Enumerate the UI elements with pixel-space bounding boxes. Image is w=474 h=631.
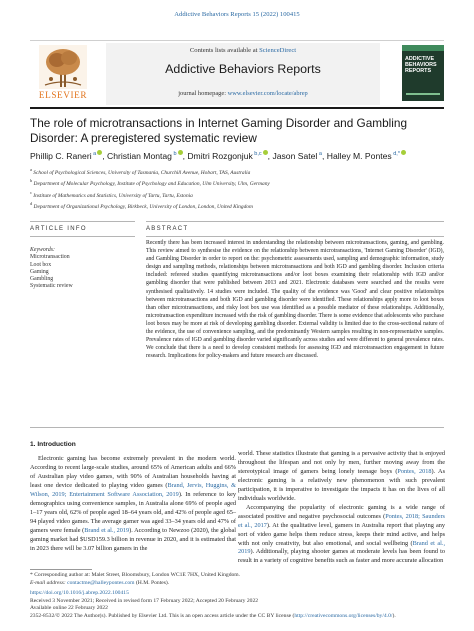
affiliation-text: School of Psychological Sciences, University of Tasmania, Churchill Avenue, Hobart, TAS, Australia	[31, 169, 251, 176]
citation-link[interactable]: Brand, Jervis, Huggins, & Wilson, 2019; Entertainment Software Association, 2019	[30, 481, 236, 498]
corresponding-author-footnote	[30, 572, 450, 587]
elsevier-logo[interactable]	[30, 45, 96, 101]
keywords-label: Keywords:	[30, 247, 55, 253]
journal-reference[interactable]: Addictive Behaviors Reports 15 (2022) 100415	[174, 11, 300, 18]
paragraph-text: Accompanying the popularity of electronic gaming is a wide range of associated positive and negative psychosocial outcomes (	[238, 503, 445, 520]
affiliation-item	[30, 177, 450, 188]
affiliation-item	[30, 166, 450, 177]
author-separator: ,	[321, 150, 327, 161]
author-affiliation-marker[interactable]: b,c	[252, 151, 262, 157]
author-separator: ,	[102, 150, 107, 161]
affiliation-marker: a	[30, 167, 32, 172]
email-line	[30, 580, 450, 588]
section-heading-introduction: 1. Introduction	[30, 441, 76, 448]
keyword-item: Systematic review	[30, 283, 73, 290]
author-list	[30, 150, 460, 161]
cover-title-line: BEHAVIORS	[405, 62, 437, 69]
intro-paragraph	[238, 450, 445, 504]
license-link[interactable]: http://creativecommons.org/licenses/by/4.0/	[294, 612, 393, 619]
homepage-link[interactable]: www.elsevier.com/locate/abrep	[227, 90, 308, 97]
author-name[interactable]: Phillip C. Raneri	[30, 150, 92, 161]
elsevier-tree-icon	[39, 45, 87, 89]
keyword-item: Microtransaction	[30, 254, 70, 261]
cover-title-line: ADDICTIVE	[405, 56, 435, 62]
license-prefix: 2352-8532/© 2022 The Author(s). Published by Elsevier Ltd. This is an open access article under the CC BY license (	[30, 612, 295, 619]
intro-paragraph	[238, 504, 445, 567]
article-title: The role of microtransactions in Internet Gaming Disorder and Gambling Disorder: A preregistered systematic review	[30, 116, 408, 145]
journal-info-box	[106, 43, 380, 105]
abstract-top-rule	[146, 221, 444, 222]
header-top-rule	[30, 40, 444, 41]
intro-right-column	[238, 450, 445, 566]
abstract-sub-rule	[146, 236, 444, 237]
keyword-item: Gambling	[30, 276, 54, 283]
intro-left-column	[30, 455, 236, 553]
paragraph-text: ). As electronic gaming is a relatively new phenomenon with such prevalent participation, it is imperative to investigate the impacts it has on the lives of all individuals worldwide.	[238, 467, 446, 502]
affiliation-text: Department of Molecular Psychology, Institute of Psychology and Education, Ulm University, Ulm, Germany	[32, 181, 270, 188]
sciencedirect-link[interactable]: ScienceDirect	[259, 47, 297, 54]
contents-line	[106, 47, 380, 54]
author-affiliation-marker[interactable]: d,*	[391, 151, 400, 157]
available-line: Available online 22 February 2022	[30, 605, 108, 612]
affiliation-list	[30, 166, 450, 212]
keywords-block	[30, 247, 135, 291]
info-top-rule	[30, 221, 135, 222]
author-separator: ,	[182, 150, 188, 161]
citation-link[interactable]: Brand et al., 2019	[84, 526, 130, 534]
article-footer	[30, 590, 450, 620]
keyword-item: Loot box	[30, 261, 52, 268]
footnote-rule	[30, 569, 92, 570]
paragraph-text: ). In reference to key demographics using convenience samples, in Australia alone 69% of people aged 1–17 years old, 62% of people aged 18–64 years old, and 42% of people aged 65–94 played video games. The average gamer was aged 33–34 years old and 47% of gamers were female (	[30, 490, 236, 534]
email-suffix: (H.M. Pontes).	[135, 579, 170, 586]
paragraph-text: ). Additionally, playing shooter games at moderate levels has been found to result in a variety of cognitive benefits such as faster and more accurate allocation	[238, 548, 445, 565]
email-link[interactable]: contactme@halleypontes.com	[67, 579, 135, 586]
affiliation-item	[30, 200, 450, 211]
author-name[interactable]: Halley M. Pontes	[326, 150, 392, 161]
doi-link[interactable]: https://doi.org/10.1016/j.abrep.2022.100415	[30, 590, 129, 596]
affiliation-item	[30, 189, 450, 200]
affiliation-marker: d	[30, 201, 33, 207]
intro-paragraph	[30, 455, 236, 553]
abstract-bottom-rule	[30, 427, 444, 428]
citation-link[interactable]: Pontes, 2018	[397, 467, 432, 475]
license-line	[30, 613, 450, 621]
article-info-heading: ARTICLE INFO	[30, 226, 87, 232]
journal-name: Addictive Behaviors Reports	[165, 62, 321, 76]
keyword-item: Gaming	[30, 268, 49, 275]
affiliation-text: Department of Organizational Psychology, Birkbeck, University of London, London, United Kingdom	[32, 203, 253, 210]
author-name[interactable]: Dmitri Rozgonjuk	[187, 150, 253, 161]
author-affiliation-marker[interactable]: a	[91, 151, 97, 157]
cover-title	[405, 56, 441, 75]
orcid-icon[interactable]	[401, 150, 406, 155]
homepage-line	[106, 90, 380, 97]
journal-header	[30, 43, 444, 105]
author-separator: ,	[267, 150, 273, 161]
affiliation-marker: c	[30, 189, 32, 195]
homepage-prefix: journal homepage:	[178, 90, 226, 97]
paragraph-text: ). At the qualitative level, gamers in Australia report that playing any sort of video game helps them reduce stress, keeps their mind active, and helps with not only creativity, but also emotional, and social wellbeing (	[238, 521, 445, 547]
license-suffix: ).	[392, 612, 396, 619]
affiliation-marker: b	[30, 178, 33, 184]
citation-link[interactable]: Pontes, 2018; Saunders et al., 2017	[238, 512, 445, 529]
cover-band	[402, 45, 444, 51]
author-affiliation-marker[interactable]: a	[317, 151, 322, 157]
paragraph-text: ). According to Newzoo (2020), the global gaming market had $USD159.3 billion in revenue in 2020, and it is estimated that in 2023 there will be 3.07 billion gamers in the	[30, 526, 236, 552]
header-bottom-rule	[30, 107, 444, 109]
author-affiliation-marker[interactable]: b	[171, 151, 177, 157]
info-sub-rule	[30, 236, 135, 237]
paragraph-text: Electronic gaming has become extremely prevalent in the modern world. According to recent large-scale studies, around 65% of American adults and 66% of Australian play video games, with 90% of Australian households having at least one device dedicated to playing video games (	[30, 455, 236, 489]
abstract-heading: ABSTRACT	[146, 226, 189, 232]
publisher-wordmark: ELSEVIER	[38, 90, 88, 100]
cover-title-line: REPORTS	[405, 68, 432, 75]
affiliation-text: Institute of Mathematics and Statistics, University of Tartu, Tartu, Estonia	[31, 192, 193, 199]
author-name[interactable]: Jason Satel	[272, 150, 318, 161]
email-label: E-mail address:	[30, 579, 66, 586]
received-line: Received 3 November 2021; Received in revised form 17 February 2022; Accepted 20 February 2022	[30, 597, 259, 604]
cover-stripe	[406, 93, 440, 95]
corresponding-author-line: * Corresponding author at: Malet Street, Bloomsbury, London WC1E 7HX, United Kingdom.	[30, 572, 241, 578]
citation-link[interactable]: Brand et al., 2019	[238, 539, 446, 556]
journal-cover-thumbnail[interactable]	[402, 45, 444, 101]
author-name[interactable]: Christian Montag	[107, 150, 172, 161]
abstract-text: Recently there has been increased interest in understanding the relationship between microtransactions, gaming, and gambling. This review aimed to synthesise the evidence on the relationship between microtransactions, 'Internet Gaming Disorder' (IGD), and Gambling Disorder in order to report on the: psychometric assessments used, sampling and demographic information, study design and sampling methods, relationships between microtransactions and both IGD and gambling disorder. Inclusion criteria included: refereed studies quantifying microtransactions and/or loot boxes examining their relationship with IGD and/or gambling disorder that were published between 2013 and 2021. Electronic databases were searched and the results were synthesised qualitatively. 14 studies were included. The quality of the evidence was 'Good' and clear positive relationships between microtransactions and both IGD and gambling disorder were identified. These relationships apply more to loot boxes than other microtransactions, and risky loot box use was identified as a possible mediator of these relationships. Additionally, microtransaction expenditure increased with the risk of gambling disorder. There is some evidence that adolescents who purchase loot boxes may be more at risk of developing gambling disorder. External validity is limited due to the cross-sectional nature of the evidence, the use of convenience sampling, and the predominantly Western samples resulting in non-representative samples. Prevalence rates of IGD and gambling disorder varied significantly across studies and were different to general prevalence rates. We conclude that there is a need to develop consistent methods for assessing IGD and microtransaction engagement in future research. Implications for policy-makers and future research are discussed.	[146, 240, 445, 360]
contents-prefix: Contents lists available at	[189, 47, 258, 54]
paragraph-text: world. These statistics illustrate that gaming is a pervasive activity that is enjoyed throughout the lifespan and not only by men, further moving away from the stereotypical image of gamers being lonely teenage boys (	[238, 450, 445, 475]
